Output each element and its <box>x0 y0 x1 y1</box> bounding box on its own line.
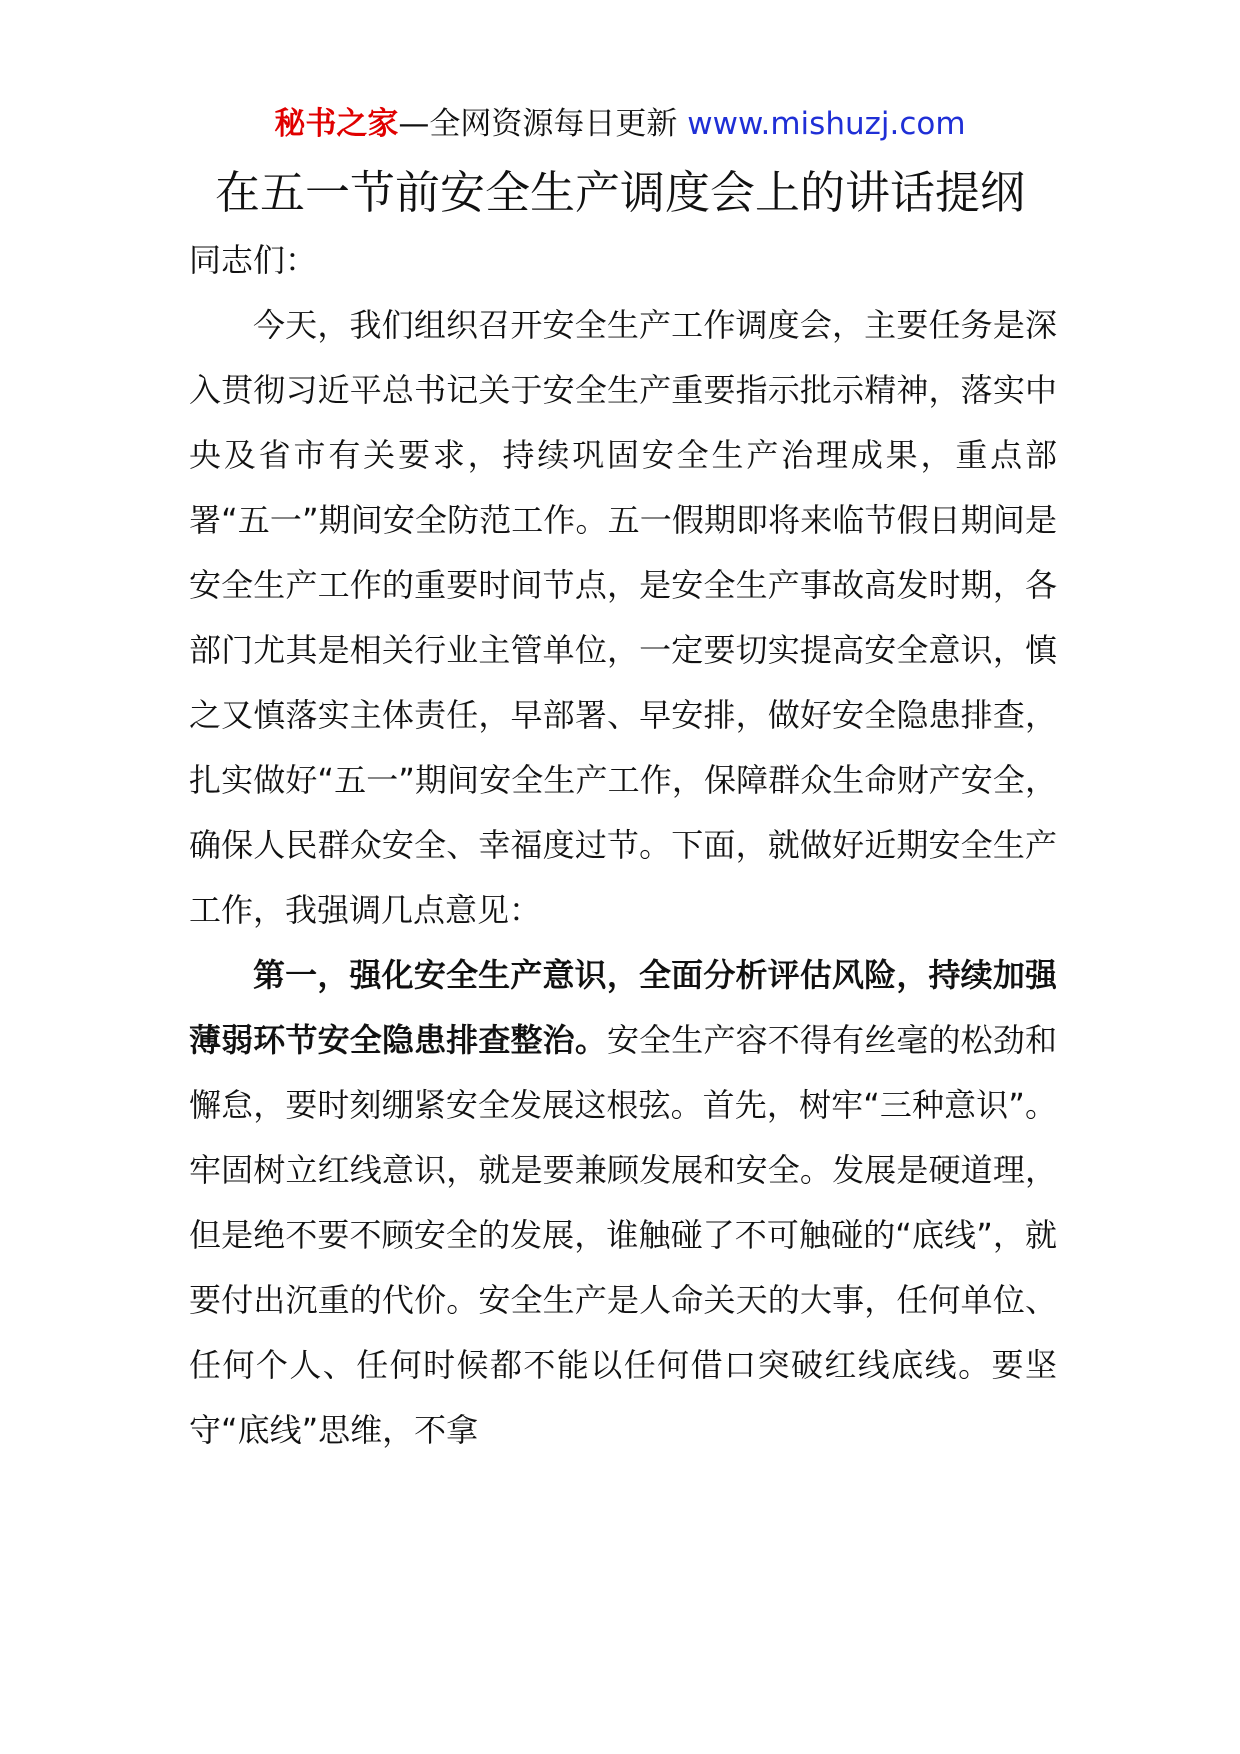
document-body <box>189 228 1057 1463</box>
salutation: 同志们： <box>189 241 318 279</box>
paragraph-intro: 今天，我们组织召开安全生产工作调度会，主要任务是深入贯彻习近平总书记关于安全生产重要指示批示精神，落实中央及省市有关要求，持续巩固安全生产治理成果，重点部署“五一”期间安全防范工作。五一假期即将来临节假日期间是安全生产工作的重要时间节点，是安全生产事故高发时期，各部门尤其是相关行业主管单位，一定要切实提高安全意识，慎之又慎落实主体责任，早部署、早安排，做好安全隐患排查，扎实做好“五一”期间安全生产工作，保障群众生命财产安全，确保人民群众安全、幸福度过节。下面，就做好近期安全生产工作，我强调几点意见： <box>189 306 1057 929</box>
section-one-text: 安全生产容不得有丝毫的松劲和懈怠，要时刻绷紧安全发展这根弦。首先，树牢“三种意识”。牢固树立红线意识，就是要兼顾发展和安全。发展是硬道理，但是绝不要不顾安全的发展，谁触碰了不可触碰的“底线”，就要付出沉重的代价。安全生产是人命关天的大事，任何单位、任何个人、任何时候都不能以任何借口突破红线底线。要坚守“底线”思维，不拿 <box>189 1021 1057 1449</box>
site-brand[interactable]: 秘书之家 <box>274 106 399 142</box>
site-tagline: —全网资源每日更新 <box>398 106 678 142</box>
paragraph-section-one <box>189 943 1057 1463</box>
section-one-heading: 第一，强化安全生产意识，全面分析评估风险，持续加强薄弱环节安全隐患排查整治。 <box>189 956 1057 1059</box>
document-title: 在五一节前安全生产调度会上的讲话提纲 <box>214 166 1025 219</box>
site-header <box>0 102 1240 146</box>
site-url-link[interactable]: www.mishuzj.com <box>687 106 966 142</box>
